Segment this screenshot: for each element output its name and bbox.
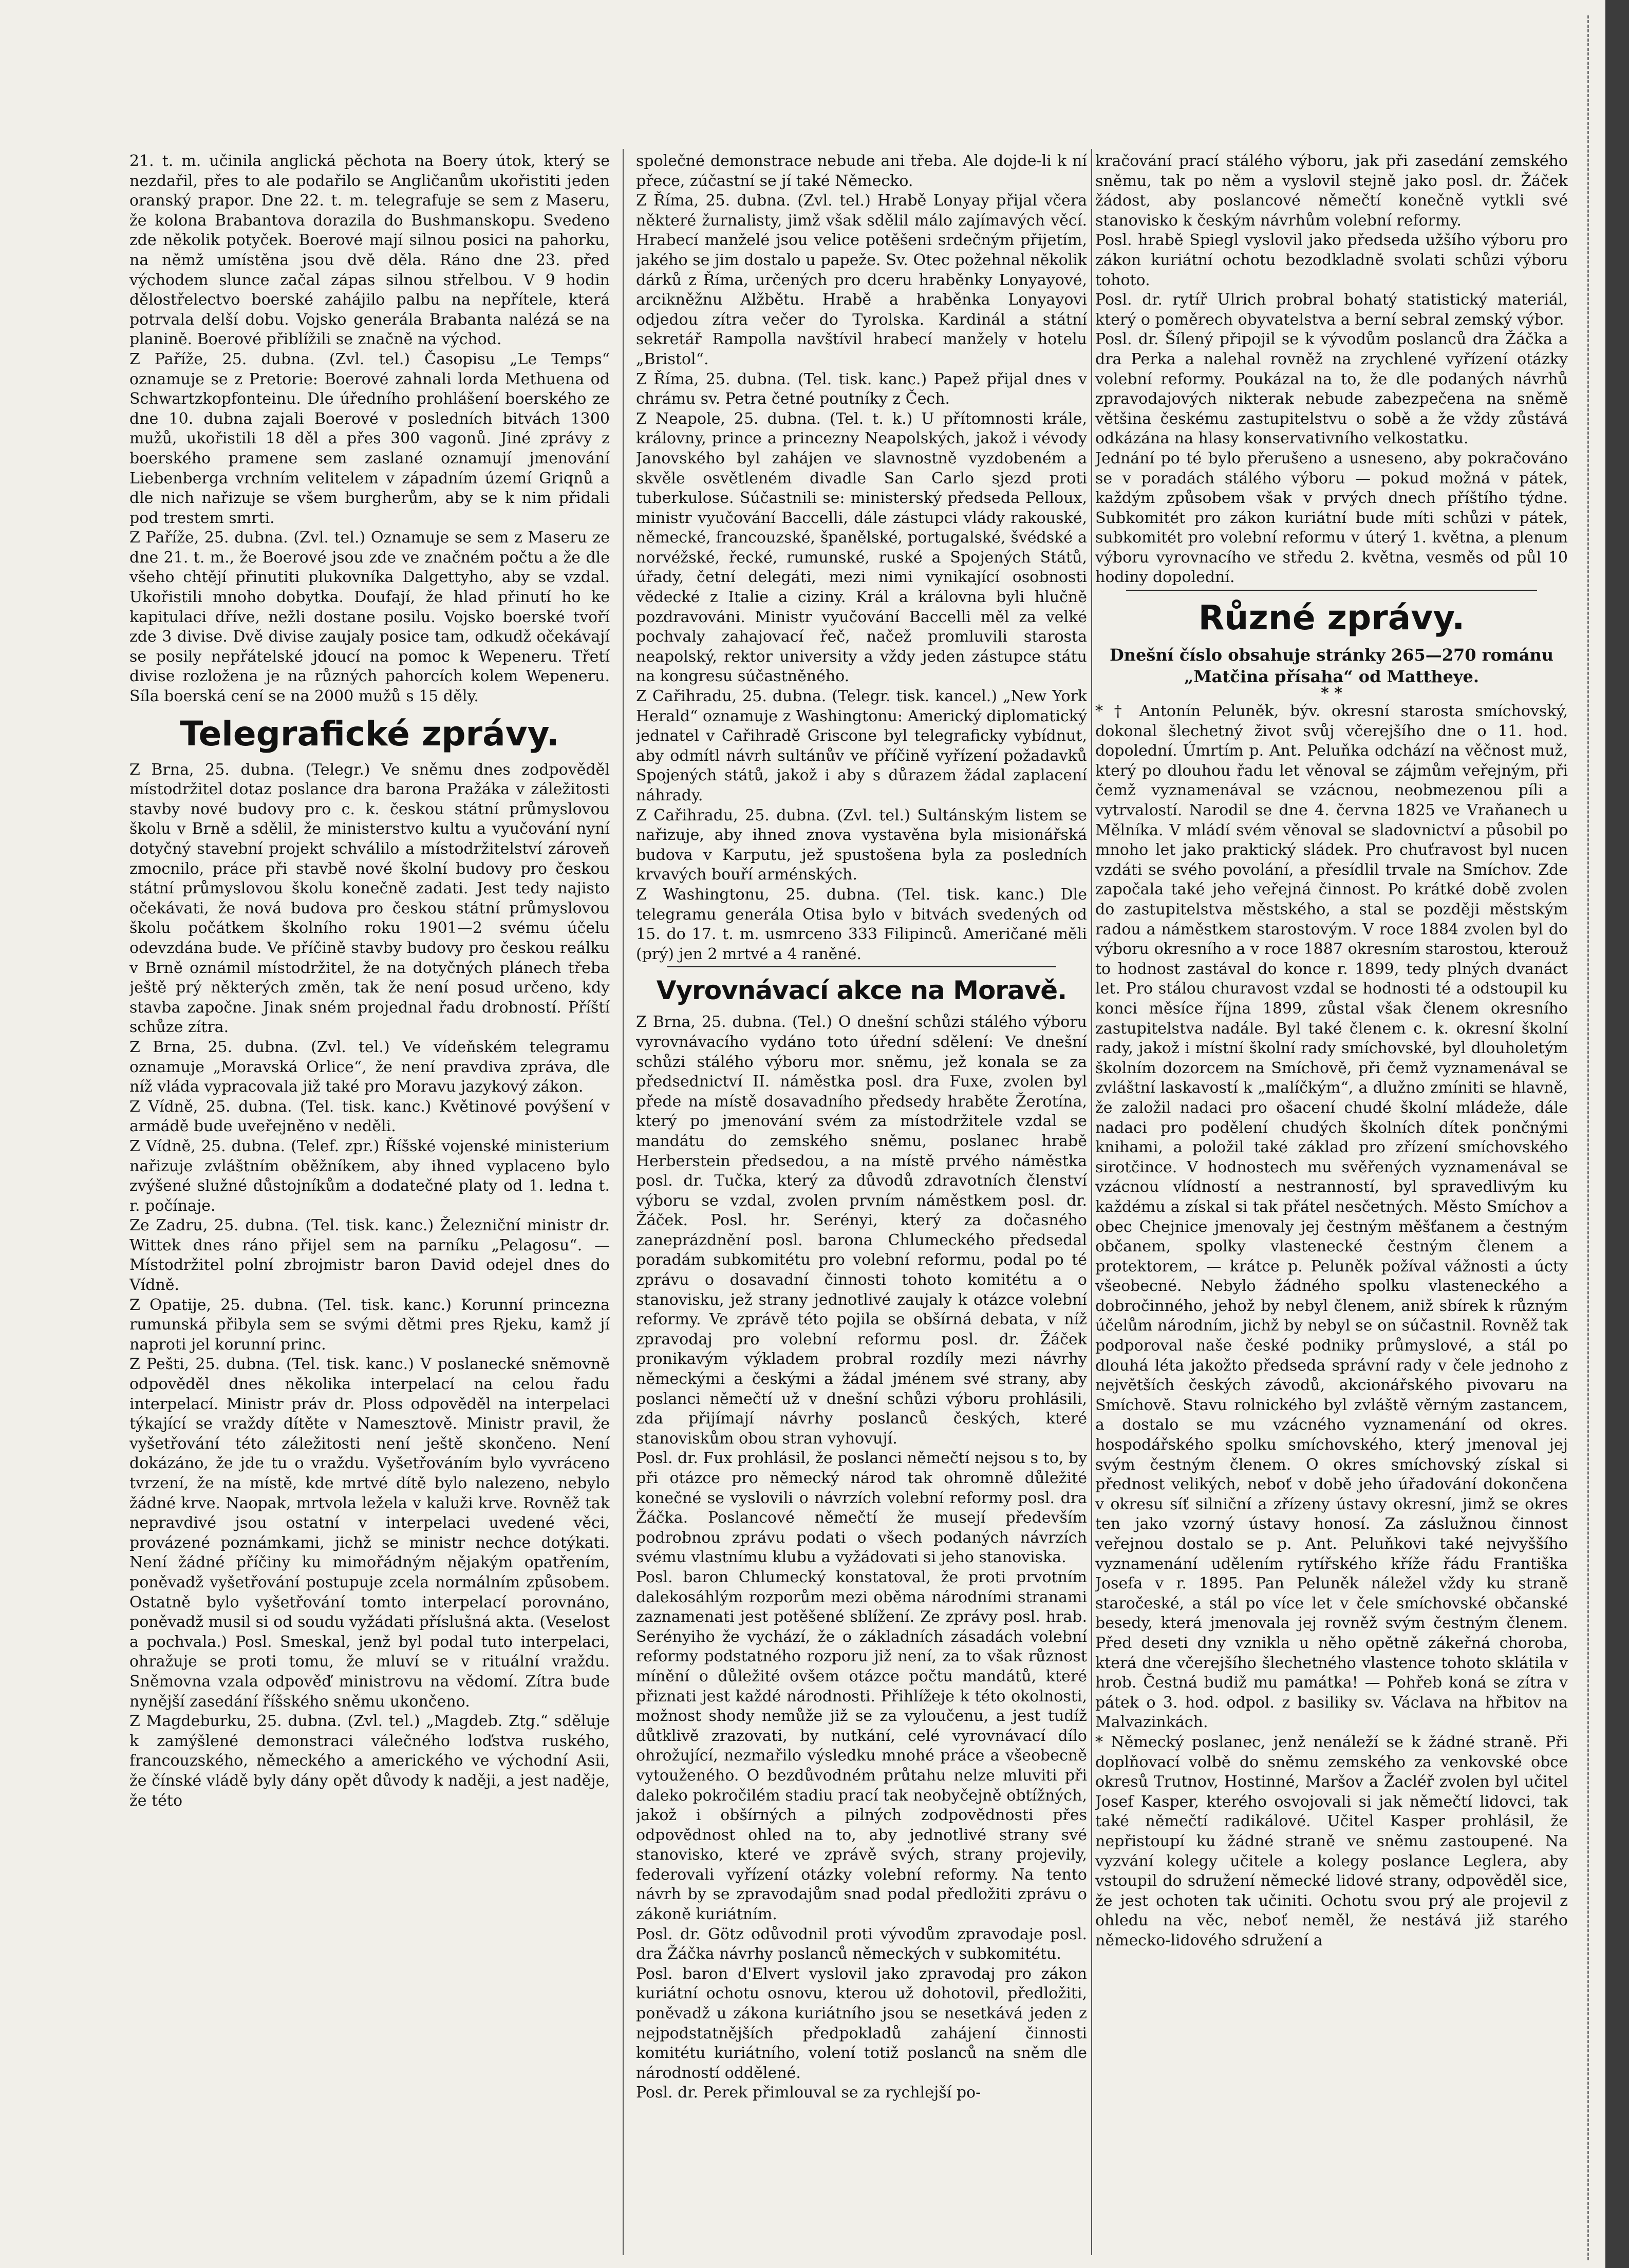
chlumecky-statement: Posl. baron Chlumecký konstatoval, že proti prvotním dalekosáhlým rozporům mezi oběma národními stranami zaznamenati jest potěšené sblížení. Ze zprávy posl. hrab. Serényiho že vychází, že o základních zásadách volební reformy podstatného rozporu již není, za to však různost mínění o důležité ovšem otázce počtu mandátů, které přiznati jest každé národnosti. Přihlížeje k této okolnosti, možnost shody nemůže již se za vyloučenu, a jest tudíž důtklivě zrazovati, by nutkání, celé vyrovnávací dílo ohrožující, nezmařilo výsledku mnohé práce a všeobecně vytouženého. O bezdůvodném průtahu nelze mluviti při daleko pokročilém stadiu prací tak neobyčejně obtížných, jakož i obšírných a pilných zodpovědnosti přes odpovědnost ohled na to, aby jednotlivé strany své stanovisko, které ve zprávě svých, strany projevily, federovali vyřízení otázky volební reformy. Na tento návrh by se zpravodajům snad podal předložiti zprávu o zákoně kuriátním. — [636, 1568, 1087, 1924]
sileny-statement: Posl. dr. Šílený připojil se k vývodům poslanců dra Žáčka a dra Perka a nalehal rovněž na zrychlené vyřízení otázky volební reformy. Poukázal na to, že dle podaných návrhů zpravodajových nikterak nebude zabezpečena na sněmě většina českému zastupitelstvu o sobě a že vždy zůstává odkázána na hlasy konservativního velkostatku. — [1095, 330, 1568, 448]
paris-report-2: Z Paříže, 25. dubna. (Zvl. tel.) Oznamuje se sem z Maseru ze dne 21. t. m., že Boerové jsou zde ve značném počtu a že dle všeho chtějí přinutiti plukovníka Dalgettyho, aby se vzdal. Ukořistili mnoho dobytka. Doufají, že hlad přinutí ho ke kapitulaci dříve, nežli dostane posilu. Vojsko boerské tvoří zde 3 divise. Dvě divise zaujaly posice tam, odkudž očekávají se posily nepřátelské jdoucí na pomoc k Wepeneru. Třetí divise rozložena je na různých pahorcích kolem Wepeneru. Síla boerská cení se na 2000 mužů s 15 děly. — [129, 529, 610, 706]
constantinople-report-1: Z Cařihradu, 25. dubna. (Telegr. tisk. kancel.) „New York Herald“ oznamuje z Washingtonu: Americký diplomatický jednatel v Cařihradě Griscone byl telegraficky vybídnut, aby odmítl návrh sultánův ve příčině vyřízení požadavků Spojených států, jakož i aby s důrazem žádal zaplacení náhrady. — [636, 687, 1087, 804]
dashed-fold-line — [1587, 15, 1589, 2260]
moravia-committee-report: Z Brna, 25. dubna. (Tel.) O dnešní schůzi stálého výboru vyrovnávacího vydáno toto úřední sdělení: Ve dnešní schůzi stálého výboru mor. sněmu, jež konala se za předsednictví II. náměstka posl. dra Fuxe, zvolen byl přede na místě dosavadního předsedy hraběte Žerotína, který po jmenování svém za místodržitele vzdal se mandátu do zemského sněmu, poslanec hrabě Herberstein předsedou, a na místě prvého náměstka posl. dr. Tučka, který za důvodů zdravotních členství výboru se vzdal, zvolen prvním náměstkem posl. dr. Žáček. Posl. hr. Serényi, který za dočasného zaneprázdnění posl. barona Chlumeckého předsedal poradám subkomitétu pro volební reformu, podal po té zprávu o dosavadní činnosti tohoto komitétu a o stanovisku, jež strany jednotlivé zaujaly k otázce volební reformy. Ve zprávě této pojila se obšírná debata, v níž zpravodaj pro volební reformu posl. dr. Žáček pronikavým výkladem probral rozdíly mezi návrhy německými a českými a žádal jménem své strany, aby poslanci němečtí už v dnešní schůzi výboru prohlásili, zda přijímají návrhy poslanců českých, které stanoviskům obou stran vyhovují. — [636, 1013, 1087, 1448]
section-heading-moravia: Vyrovnávací akce na Moravě. — [656, 976, 1067, 1006]
column-rule-right — [1091, 149, 1092, 2255]
column-1 — [129, 152, 610, 2260]
spiegl-statement: Posl. hrabě Spiegl vyslovil jako předseda užšího výboru pro zákon kuriátní ochotu bezodkladně svolati schůzi výboru tohoto. — [1095, 231, 1568, 289]
committee-continuation: kračování prací stálého výboru, jak při zasedání zemského sněmu, tak po něm a vyslovil stejně jako posl. dr. Žáček žádost, aby poslancové němečtí konečně vytkli své stanovisko k českým návrhům volební reformy. — [1095, 152, 1568, 230]
opatija-report: Z Opatije, 25. dubna. (Tel. tisk. kanc.) Korunní princezna rumunská přibyla sem se svými dětmi pres Rjeku, kamž jí naproti jel korunní princ. — [129, 1296, 610, 1354]
naples-report: Z Neapole, 25. dubna. (Tel. t. k.) U přítomnosti krále, královny, prince a princezny Neapolských, jakož i vévody Janovského byl zahájen ve slavnostně vyzdobeném a skvěle osvětleném divadle San Carlo sjezd proti tuberkulose. Súčastnili se: ministerský předseda Pelloux, ministr vyučování Baccelli, dále zástupci vlády rakouské, německé, francouzské, španělské, portugalské, švédské a norvéžské, řecké, rumunské, ruské a Spojených Států, úřady, četní delegáti, mezi nimi vynikající osobnosti vědecké z Italie a ciziny. Král a královna byli hlučně pozdravováni. Ministr vyučování Baccelli měl za velké pochvaly zahajovací řeč, načež promluvili starosta neapolský, rektor university a vždy jeden zástupce státu na kongresu súčastněného. — [636, 409, 1087, 686]
german-deputy-report: * Německý poslanec, jenž nenáleží se k žádné straně. Při doplňovací volbě do sněmu zemského za venkovské obce okresů Trutnov, Hostinné, Maršov a Žacléř zvolen byl učitel Josef Kasper, kterého osvojovali si jak němečtí lidovci, tak také němečtí radikálové. Učitel Kasper prohlásil, že nepřistoupí ku žádné straně ve sněmu zastoupené. Na vyzvání kolegy učitele a kolegy poslance Leglera, aby vstoupil do sdružení německé lidové strany, odpověděl sice, že jest ochoten tak učiniti. Ochotu svou prý ale projevil z ohledu na věc, neboť neměl, že nestává již starého německo-lidového sdružení a — [1095, 1733, 1568, 1950]
fux-statement: Posl. dr. Fux prohlásil, že poslanci němečtí nejsou s to, by při otázce pro německý národ tak ohromně důležité konečné se vyslovili o návrzích volební reformy posl. dra Žáčka. Poslancové němečtí že musejí především podrobnou zprávu podati o všech podaných návrzích svému vlastnímu klubu a vyžádovati si jeho stanoviska. — [636, 1449, 1087, 1567]
magdeburg-report: Z Magdeburku, 25. dubna. (Zvl. tel.) „Magdeb. Ztg.“ sděluje k zamýšlené demonstraci válečného loďstva ruského, francouzského, německého a amerického ve východní Asii, že čínské vládě byly dány opět důvody k naději, a jest naděje, že této — [129, 1712, 610, 1810]
gotz-statement: Posl. dr. Götz odůvodnil proti vývodům zpravodaje posl. dra Žáčka návrhy poslanců německých v subkomitétu. — [636, 1925, 1087, 1963]
constantinople-report-2: Z Cařihradu, 25. dubna. (Zvl. tel.) Sultánským listem se nařizuje, aby ihned znova vystavěna byla misionářská budova v Karputu, jež spustošena byla za posledních krvavých bouří arménských. — [636, 806, 1087, 884]
paris-report-1: Z Paříže, 25. dubna. (Zvl. tel.) Časopisu „Le Temps“ oznamuje se z Pretorie: Boerové zahnali lorda Methuena od Schwartzkopfonteinu. Dle úředního prohlášení boerského ze dne 10. dubna zajali Boerové v posledních bitvách 1300 mužů, ukořistili 18 děl a přes 300 vagonů. Jiné zprávy z boerského pramene sem zaslané oznamují jmenování Liebenberga vrchním velitelem v západním území Griqnů a dle nich nařizuje se všem burgherům, aby se k nim přidali pod trestem smrti. — [129, 350, 610, 527]
column-2 — [636, 152, 1087, 2260]
page-edge-strip — [1605, 0, 1629, 2268]
zadar-report: Ze Zadru, 25. dubna. (Tel. tisk. kanc.) Železniční ministr dr. Wittek dnes ráno přijel sem na parníku „Pelagosu“. — Místodržitel polní zbrojmistr baron David odejel dnes do Vídně. — [129, 1216, 610, 1295]
vienna-report-2: Z Vídně, 25. dubna. (Telef. zpr.) Říšské vojenské ministerium nařizuje zvláštním oběžníkem, aby ihned vyplaceno bylo zvýšené služné důstojníkům a dodatečné platy od 1. ledna t. r. počínaje. — [129, 1137, 610, 1215]
obituary-pelunek: * † Antonín Peluněk, býv. okresní starosta smíchovský, dokonal šlechetný život svůj včerejšího dne o 11. hod. dopolední. Úmrtím p. Ant. Peluňka odchází na věčnost muž, který po dlouhou řadu let věnoval se zájmům veřejným, při čemž vyznamenával se vzácnou, neobmezenou píli a vytrvalostí. Narodil se dne 4. června 1825 ve Vraňanech u Mělníka. V mládí svém věnoval se sladovnictví a působil po mnoho let jako praktický sládek. Pro chuťravost byl nucen vzdáti se svého povolání, a přesídlil trvale na Smíchov. Zde započala také jeho veřejná činnost. Po krátké době zvolen do zastupitelstva městského, a stal se později městským radou a náměstkem starostovým. V roce 1884 zvolen byl do výboru okresního a v roce 1887 okresním starostou, kterouž to hodnost zastával do konce r. 1899, tedy plných dvanáct let. Pro stálou churavost vzdal se hodnosti té a odstoupil ku konci měsíce října 1899, zůstal však členem okresního zastupitelstva nadále. Byl také členem c. k. okresní školní rady, jakož i místní školní rady smíchovské, byl dlouholetým školním dozorcem na Smíchově, při čemž vyznamenával se zvláštní laskavostí k „malíčkým“, a dlužno zmíniti se hlavně, že založil nadaci pro ošacení chudé školní mládeže, dále nadaci pro podělení chudých školních dítek pončnými knihami, a položil také základ pro zřízení smíchovského sirotčince. V hodnostech mu svěřených vyznamenával se vzácnou vlídností a nestranností, byl spravedlivým ku každému a získal si tak přátel nesčetných. Město Smíchov a obec Chejnice jmenovaly jej čestným měšťanem a čestným občanem, spolky vlastenecké čestným členem a protektorem, — krátce p. Peluněk požíval vážnosti a úcty všeobecné. Nebylo žádného spolku vlasteneckého a dobročinného, jehož by nebyl členem, aniž sbírek k různým účelům národním, jichž by nebyl se on súčastnil. Rovněž tak podporoval naše české podniky průmyslové, a stál po dlouhá léta jakožto předseda správní rady v čele jednoho z největších českých závodů, akcionářského pivovaru na Smíchově. Stavu rolnického byl zvláště věrným zastancem, a dostalo se mu vzácného vyznamenání od okres. hospodářského spolku smíchovského, který jmenoval jej svým čestným členem. O okres smíchovský získal si přednost velikých, neboť v době jeho úřadování dokončena v okresu síť silniční a zřízeny ústavy okresní, jimž se okres ten jako vzorný ústavy honosí. Za záslužnou činnost veřejnou dostalo se p. Ant. Peluňkovi také nejvyššího vyznamenání udělením rytířského kříže řádu Františka Josefa v r. 1895. Pan Peluněk náležel vždy ku straně staročeské, a stál po více let v čele smíchovské občanské besedy, která jmenovala jej rovněž svým čestným členem. Před deseti dny vznikla u něho opětně zákeřná choroba, která dne včerejšího šlechetného vlastence tohoto sklátila v hrob. Čestná budiž mu památka! — Pohřeb koná se zítra v pátek o 3. hod. odpol. z basiliky sv. Václava na hřbitov na Malvazinkách. — [1095, 702, 1568, 1732]
demonstration-continuation: společné demonstrace nebude ani třeba. Ale dojde-li k ní přece, zúčastní se jí také Německo. — [636, 152, 1087, 190]
column-3 — [1095, 152, 1568, 2260]
perek-statement: Posl. dr. Perek přimlouval se za rychlejší po- — [636, 2084, 981, 2102]
ulrich-statement: Posl. dr. rytíř Ulrich probral bohatý statistický materiál, který o poměrech obyvatelstva a berní sebral zemský výbor. — [1095, 291, 1568, 329]
vienna-report-1: Z Vídně, 25. dubna. (Tel. tisk. kanc.) Květinové povýšení v armádě bude uveřejněno v neděli. — [129, 1097, 610, 1136]
section-heading-telegrams: Telegrafické zprávy. — [180, 714, 559, 754]
boer-war-report: 21. t. m. učinila anglická pěchota na Boery útok, který se nezdařil, přes to ale podařilo se Angličanům ukořistiti jeden oranský prapor. Dne 22. t. m. telegrafuje se sem z Maseru, že kolona Brabantova dorazila do Bushmanskopu. Svedeno zde několik potyček. Boerové mají silnou posici na pahorku, na němž umístěna jsou dvě děla. Ráno dne 23. před východem slunce začal zápas silnou střelbou. V 9 hodin dělostřelectvo boerské zahájilo palbu na nepřítele, která potrvala delší dobu. Vojsko generála Brabanta nalézá se na planině. Boerové přiblížili se značně na východ. — [129, 152, 610, 349]
section-divider — [1126, 590, 1537, 591]
column-rule-left — [623, 149, 624, 2255]
section-heading-misc: Různé zprávy. — [1198, 598, 1465, 638]
serial-novel-notice: Dnešní číslo obsahuje stránky 265—270 románu „Matčina přísaha“ od Mattheye. — [1110, 645, 1553, 687]
rome-report-2: Z Říma, 25. dubna. (Tel. tisk. kanc.) Papež přijal dnes v chrámu sv. Petra četné poutníky z Čech. — [636, 370, 1087, 408]
brno-report-1: Z Brna, 25. dubna. (Telegr.) Ve sněmu dnes zodpověděl místodržitel dotaz poslance dra barona Pražáka v záležitosti stavby nové budovy pro c. k. českou státní průmyslovou školu v Brně a sdělil, že ministerstvo kultu a vyučování nyní dotyčný stavební projekt schválilo a místodržitelství zároveň zmocnilo, práce při stavbě nové školní budovy pro českou státní průmyslovou školu konečně zadati. Jest tedy najisto očekávati, že nová budova pro českou státní průmyslovou školu počátkem školního roku 1901—2 svému účelu odevzdána bude. Ve příčině stavby budovy pro českou reálku v Brně oznámil místodržitel, že na dotyčných plánech třeba ještě prý některých změn, tak že není posud určeno, kdy stavba započne. Jinak sném projednal řadu drobností. Příští schůze zítra. — [129, 760, 610, 1037]
brno-report-2: Z Brna, 25. dubna. (Zvl. tel.) Ve vídeňském telegramu oznamuje „Moravská Orlice“, že není pravdiva zpráva, dle níž vláda vypracovala již také pro Moravu jazykový zákon. — [129, 1038, 610, 1096]
pest-report: Z Pešti, 25. dubna. (Tel. tisk. kanc.) V poslanecké sněmovně odpověděl dnes několika interpelací na celou řadu interpelací. Ministr práv dr. Ploss odpověděl na interpelaci týkající se vraždy dítěte v Nameszt​ově. Ministr pravil, že vyšetřování této záležitosti není ještě skončeno. Není dokázáno, že jde tu o vraždu. Vyšetřováním bylo vyvráceno tvrzení, že na místě, kde mrtvé dítě bylo nalezeno, nebylo žádné krve. Naopak, mrtvola ležela v kaluži krve. Rovněž tak nepravdivé jsou ostatní v interpelaci uvedené věci, provázené poznámkami, jichž se ministr nechce dotýkati. Není žádné příčiny ku mimořádným nějakým opatřením, poněvadž vyšetřování postupuje zcela normálním způsobem. Ostatně bylo vyšetřování tomto interpelací porovnáno, poněvadž musil si od soudu vyžádati příslušná akta. (Veselost a pochvala.) Posl. Smeskal, jenž byl podal tuto interpelaci, ohražuje se proti tomu, že mluví se v rituální vraždu. Sněmovna vzala odpověď ministrovu na vědomí. Zítra bude nynější zasedání říšského sněmu ukončeno. — [129, 1355, 610, 1711]
rome-report-1: Z Říma, 25. dubna. (Zvl. tel.) Hrabě Lonyay přijal včera některé žurnalisty, jimž však sdělil málo zajímavých věcí. Hrabecí manželé jsou velice potěšeni srdečným přijetím, jakého se jim dostalo u papeže. Sv. Otec požehnal několik dárků z Říma, určených pro dceru hraběnky Lonyayové, arcikněžnu Alžbětu. Hrabě a hraběnka Lonyayovi odjedou zítra večer do Tyrolska. Kardinál a státní sekretář Rampolla navštívil hrabecí manžely v hotelu „Bristol“. — [636, 192, 1087, 368]
asterisk-separator: * * — [1321, 684, 1342, 703]
elvert-statement: Posl. baron d'Elvert vyslovil jako zpravodaj pro zákon kuriátní ochotu osnovu, kterou už dohotovil, předložiti, poněvadž u zákona kuriátního jsou se nesetkává jeden z nejpodstatnějších předpokladů zahájení činnosti komitétu kuriátního, volení totiž poslanců na sněm dle národností oddělené. — [636, 1964, 1087, 2082]
washington-report: Z Washingtonu, 25. dubna. (Tel. tisk. kanc.) Dle telegramu generála Otisa bylo v bitvách svedených od 15. do 17. t. m. usmrceno 333 Filipinců. Američané měli (prý) jen 2 mrtvé a 4 raněné. — [636, 885, 1087, 963]
adjournment-note: Jednání po té bylo přerušeno a usneseno, aby pokračováno se v poradách stálého výboru — pokud možná v pátek, každým způsobem však v prvých dnech příštího týdne. Subkomitét pro zákon kuriátní bude míti schůzi v pátek, subkomitét pro volební reformu v úterý 1. května, a plenum výboru vyrovnacího ve středu 2. května, vesměs od půl 10 hodiny dopolední. — [1095, 449, 1568, 587]
section-divider — [667, 966, 1056, 967]
